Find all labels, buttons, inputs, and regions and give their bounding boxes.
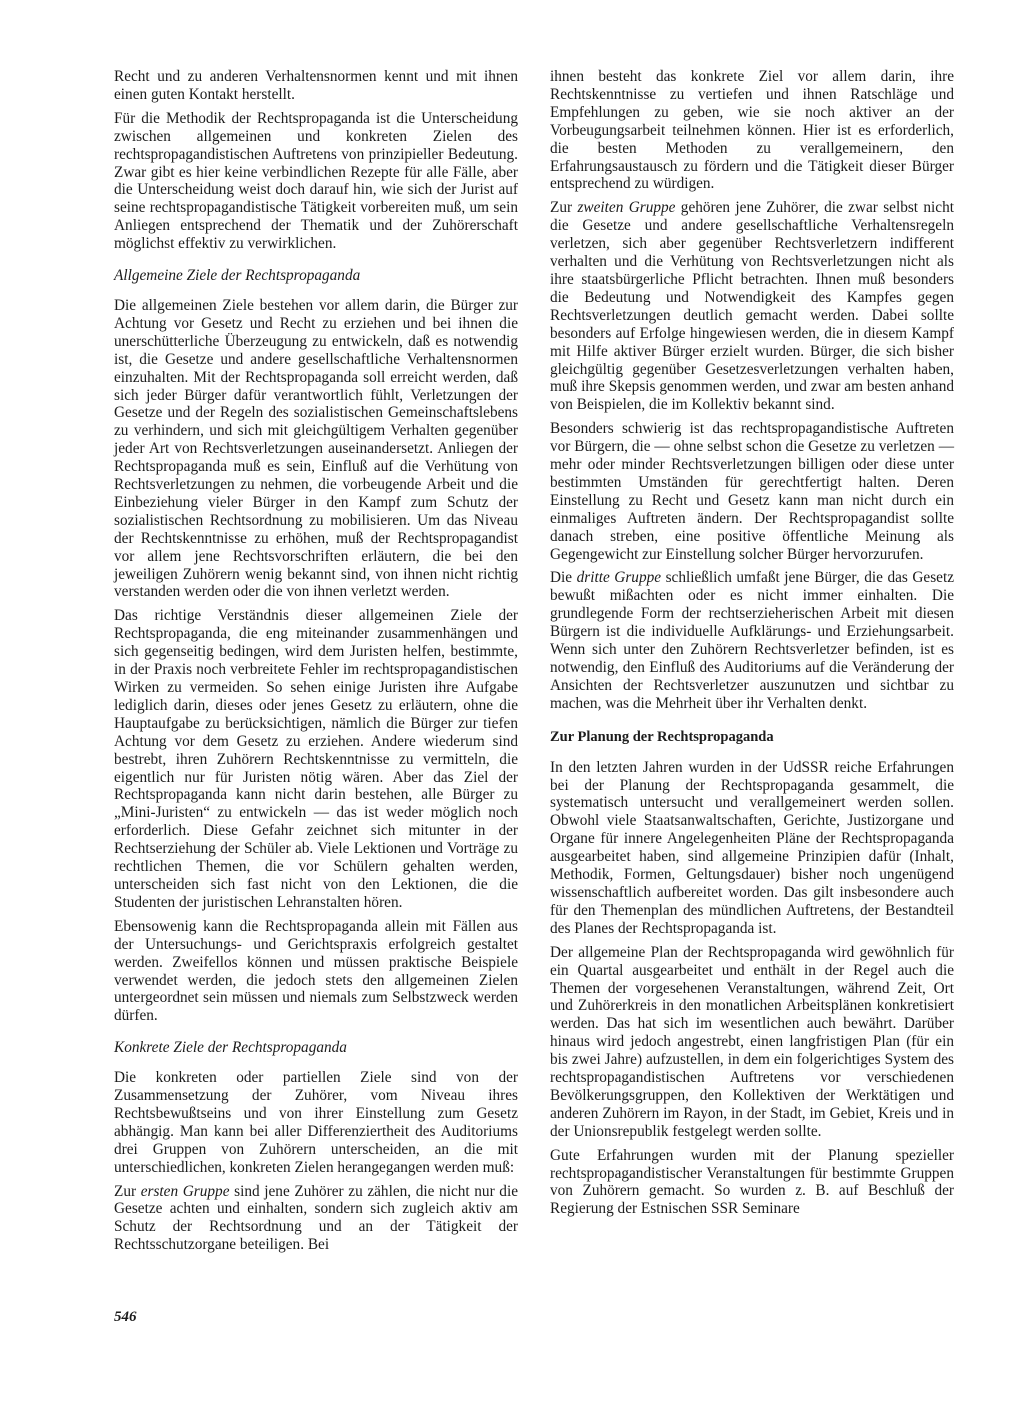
emphasis-zweite-gruppe: zweiten Gruppe <box>577 199 676 217</box>
left-paragraph-1: Recht und zu anderen Verhaltensnormen kennt und mit ihnen einen guten Kontakt herstellt. <box>114 68 518 103</box>
left-paragraph-5: Ebensowenig kann die Rechtspropaganda allein mit Fällen aus der Untersuchungs- und Gerichtspraxis erfolgreich gestaltet werden. Zweifellos können und müssen praktische Beispiele verwendet werden, die jedoch stets den allgemeinen Zielen untergeordnet sein müssen und niemals zum Selbstzweck werden dürfen. <box>114 917 518 1025</box>
heading-allgemeine-ziele: Allgemeine Ziele der Rechtspropaganda <box>114 267 361 285</box>
left-paragraph-7-start: Zur <box>114 1182 141 1200</box>
right-paragraph-3: Besonders schwierig ist das rechtspropagandistische Auftreten vor Bürgern, die — ohne selbst schon die Gesetze zu verletzen — mehr oder minder Rechtsverletzungen billigen oder diese unter bestimmten Umständen für gerechtfertigt halten. Deren Einstellung zu Recht und Gesetz kann man nicht durch ein einmaliges Auftreten ändern. Der Rechtspropagandist sollte danach streben, eine positive öffentliche Meinung als Gegengewicht zur Einstellung solcher Bürger hervorzurufen. <box>550 420 954 563</box>
heading-planung: Zur Planung der Rechtspropaganda <box>550 728 774 745</box>
right-paragraph-2-rest: gehören jene Zuhörer, die zwar selbst nicht die Gesetze und andere gesellschaftliche Verhaltensregeln verletzen, sich aber gegenüber Rechtsverletzern indifferent verhalten und die Verhütung von Rechtsverletzungen nicht als ihre staatsbürgerliche Pflicht betrachten. Ihnen muß besonders die Bedeutung und Notwendigkeit des Kampfes gegen Rechtsverletzungen deutlich gemacht werden. Dabei sollte besonders auf Erfolge hingewiesen werden, die in diesem Kampf mit Hilfe aktiver Bürger erzielt wurden. Bürger, die sich bisher gleichgültig gegenüber Gesetzesverletzungen verhalten haben, muß ihre Skepsis genommen werden, und zwar am besten anhand von Beispielen, die im Kollektiv bekannt sind. <box>550 199 954 414</box>
emphasis-dritte-gruppe: dritte Gruppe <box>576 569 662 587</box>
left-column <box>114 68 518 1260</box>
right-paragraph-4-rest: schließlich umfaßt jene Bürger, die das Gesetz bewußt mißachten oder es nicht immer einhalten. Die grundlegende Form der rechtserzieherischen Arbeit mit diesen Bürgern ist die individuelle Aufklärungs- und Erziehungsarbeit. Wenn sich unter den Zuhörern Rechtsverletzer befinden, ist es notwendig, den Einfluß des Auditoriums auf die Veränderung der Ansichten der Rechtsverletzer auszunutzen und sichtbar zu machen, was die Mehrheit über ihr Verhalten denkt. <box>550 569 954 712</box>
left-paragraph-7 <box>114 1183 518 1255</box>
right-paragraph-5: In den letzten Jahren wurden in der UdSSR reiche Erfahrungen bei der Planung der Rechtspropaganda gesammelt, die systematisch untersucht und verallgemeinert werden sollen. Obwohl viele Staatsanwaltschaften, Gerichte, Justizorgane und Organe für innere Angelegenheiten Pläne der Rechtspropaganda ausgearbeitet haben, sind allgemeine Prinzipien dafür (Inhalt, Methodik, Formen, Geltungsdauer) bisher noch ungenügend wissenschaftlich aufbereitet worden. Das gilt insbesondere auch für den Themenplan des mündlichen Auftretens, der Bestandteil des Planes der Rechtspropaganda ist. <box>550 758 954 937</box>
left-paragraph-7-rest: sind jene Zuhörer zu zählen, die nicht nur die Gesetze achten und einhalten, sondern sich zugleich aktiv am Schutz der Rechtsordnung und an der Tätigkeit der Rechtsschutzorgane beteiligen. Bei <box>114 1182 518 1254</box>
right-paragraph-4 <box>550 569 954 712</box>
left-paragraph-2: Für die Methodik der Rechtspropaganda ist die Unterscheidung zwischen allgemeinen und konkreten Zielen des rechtspropagandistischen Auftretens von prinzipieller Bedeutung. Zwar gibt es hier keine verbindlichen Rezepte für alle Fälle, aber die Unterscheidung weist doch darauf hin, wie sich der Jurist auf seine rechtspropagandistische Tätigkeit vorbereiten muß, um sein Anliegen entsprechend der Thematik und der Zuhörerschaft möglichst effektiv zu verwirklichen. <box>114 109 518 253</box>
right-paragraph-7: Gute Erfahrungen wurden mit der Planung spezieller rechtspropagandistischer Veranstaltungen für bestimmte Gruppen von Zuhörern gemacht. So wurden z. B. auf Beschluß der Regierung der Estnischen SSR Seminare <box>550 1146 954 1218</box>
emphasis-erste-gruppe: ersten Gruppe <box>140 1182 230 1200</box>
left-paragraph-4: Das richtige Verständnis dieser allgemeinen Ziele der Rechtspropaganda, die eng miteinander zusammenhängen und sich gegenseitig bedingen, wird dem Juristen helfen, bestimmte, in der Praxis noch verbreitete Fehler im rechtspropagandistischen Wirken zu vermeiden. So sehen einige Juristen ihre Aufgabe lediglich darin, dieses oder jenes Gesetz zu erläutern, ohne die Hauptaufgabe zu berücksichtigen, nämlich die Bürger zur tiefen Achtung vor dem Gesetz zu erziehen. Andere wiederum sind bestrebt, ihren Zuhörern Rechtskenntnisse zu vermitteln, die eigentlich nur für Juristen nötig wären. Aber das Ziel der Rechtspropaganda kann nicht darin bestehen, alle Bürger zu „Mini-Juristen“ zu entwickeln — das ist weder möglich noch erforderlich. Diese Gefahr zeichnet sich mitunter in der Rechtserziehung der Schüler ab. Viele Lektionen und Vorträge zu rechtlichen Themen, die vor Schülern gehalten werden, unterscheiden sich fast nicht von den Lektionen, die die Studenten der juristischen Lehranstalten hören. <box>114 607 518 911</box>
right-paragraph-1: ihnen besteht das konkrete Ziel vor allem darin, ihre Rechtskenntnisse zu vertiefen und ihnen Ratschläge und Empfehlungen zu geben, wie sie noch aktiver an der Vorbeugungsarbeit teilnehmen können. Hier ist es erforderlich, die besten Methoden zu verallgemeinern, den Erfahrungsaustausch zu fördern und die Tätigkeit dieser Bürger entsprechend zu würdigen. <box>550 68 954 193</box>
left-paragraph-6: Die konkreten oder partiellen Ziele sind von der Zusammensetzung der Zuhörer, vom Niveau ihres Rechtsbewußtseins und von ihrer Einstellung zum Gesetz abhängig. Man kann bei aller Differenziertheit des Auditoriums drei Gruppen von Zuhörern unterscheiden, an die mit unterschiedlichen, konkreten Zielen herangegangen werden muß: <box>114 1069 518 1176</box>
left-paragraph-3: Die allgemeinen Ziele bestehen vor allem darin, die Bürger zur Achtung vor Gesetz und Recht zu erziehen und bei ihnen die unerschütterliche Überzeugung zu entwickeln, daß es notwendig ist, die Gesetze und andere gesellschaftliche Verhaltensnormen einzuhalten. Mit der Rechtspropaganda soll erreicht werden, daß sich jeder Bürger dafür verantwortlich fühlt, Verletzungen der Gesetze und der Regeln des sozialistischen Gemeinschaftslebens zu verhindern, und sich mit gleichgültigem Verhalten gegenüber jeder Art von Rechtsverletzungen auseinandersetzt. Anliegen der Rechtspropaganda muß es sein, Einfluß auf die Verhütung von Rechtsverletzungen zu nehmen, die vorbeugende Arbeit und die Einbeziehung vieler Bürger in den Kampf zum Schutz der sozialistischen Rechtsordnung zu mobilisieren. Um das Niveau der Rechtskenntnisse zu erhöhen, muß der Rechtspropagandist vor allem jene Rechtsvorschriften erläutern, die bei den jeweiligen Zuhörern wenig bekannt sind, von ihnen nicht richtig verstanden werden oder die von ihnen verletzt werden. <box>114 296 518 601</box>
page-number: 546 <box>114 1309 137 1325</box>
right-paragraph-6: Der allgemeine Plan der Rechtspropaganda wird gewöhnlich für ein Quartal ausgearbeitet und enthält in der Regel auch die Themen der vorgesehenen Veranstaltungen, während Zeit, Ort und Zuhörerkreis in den monatlichen Arbeitsplänen konkretisiert werden. Das hat sich im wesentlichen auch bewährt. Darüber hinaus wird jedoch angestrebt, einen langfristigen Plan (für ein bis zwei Jahre) aufzustellen, in dem ein folgerichtiges System des rechtspropagandistischen Auftretens vor verschiedenen Bevölkerungsgruppen, den Kollektiven der Werktätigen und anderen Zuhörern im Rayon, in der Stadt, im Gebiet, Kreis und in der Unionsrepublik festgelegt werden sollte. <box>550 943 954 1140</box>
heading-konkrete-ziele: Konkrete Ziele der Rechtspropaganda <box>114 1039 347 1057</box>
right-column <box>550 68 954 1224</box>
right-paragraph-2-start: Zur <box>550 199 578 217</box>
right-paragraph-2 <box>550 199 954 414</box>
right-paragraph-4-start: Die <box>550 569 577 587</box>
